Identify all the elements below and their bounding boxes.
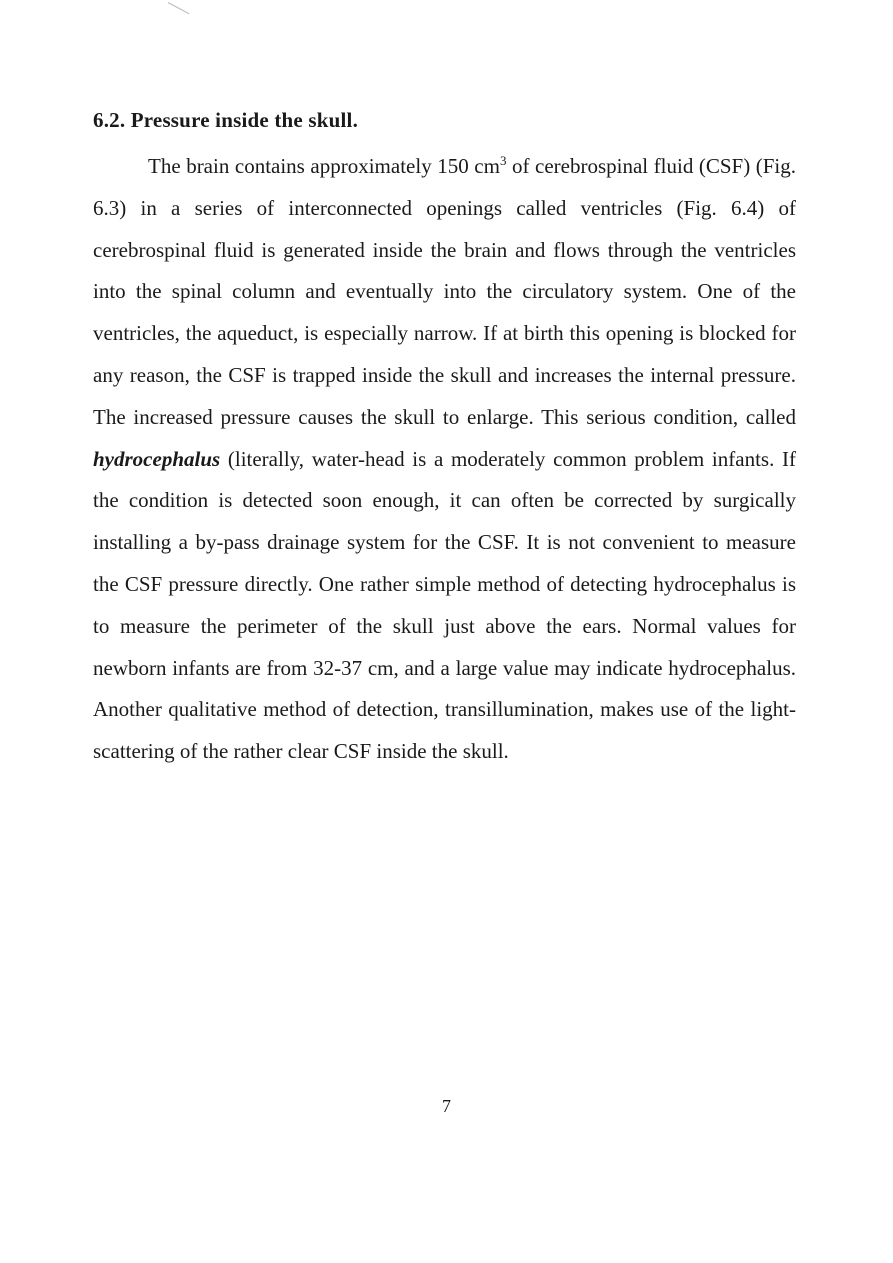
paragraph-text-part2: of cerebrospinal fluid (CSF) (Fig. 6.3) in a series of interconnected openings called ventricles (Fig. 6.4) of cerebrospinal fluid is generated inside the brain and flows through the ventricles into the spinal column and eventually into the circulatory system. One of the ventricles, the aqueduct, is especially narrow. If at birth this opening is blocked for any reason, the CSF is trapped inside the skull and increases the internal pressure. The increased pressure causes the skull to enlarge. This serious condition, called (93, 154, 797, 429)
paragraph-text-part3: (literally, water-head is a moderately common problem infants. If the condition is detected soon enough, it can often be corrected by surgically installing a by-pass drainage system for the CSF. It is not convenient to measure the CSF pressure directly. One rather simple method of detecting hydrocephalus is to measure the perimeter of the skull just above the ears. Normal values for newborn infants are from 32-37 cm, and a large value may indicate hydrocephalus. Another qualitative method of detection, transillumination, makes use of the light-scattering of the rather clear CSF inside the skull. (93, 446, 796, 764)
section-heading: 6.2. Pressure inside the skull. (93, 108, 359, 132)
page-number: 7 (442, 1096, 451, 1116)
unit-superscript: 3 (499, 153, 507, 168)
paragraph-text-part1: The brain contains approximately 150 cm (148, 154, 500, 178)
scan-mark (168, 2, 190, 14)
body-paragraph (93, 140, 796, 773)
emphasized-term: hydrocephalus (93, 446, 221, 471)
document-page (93, 100, 796, 773)
